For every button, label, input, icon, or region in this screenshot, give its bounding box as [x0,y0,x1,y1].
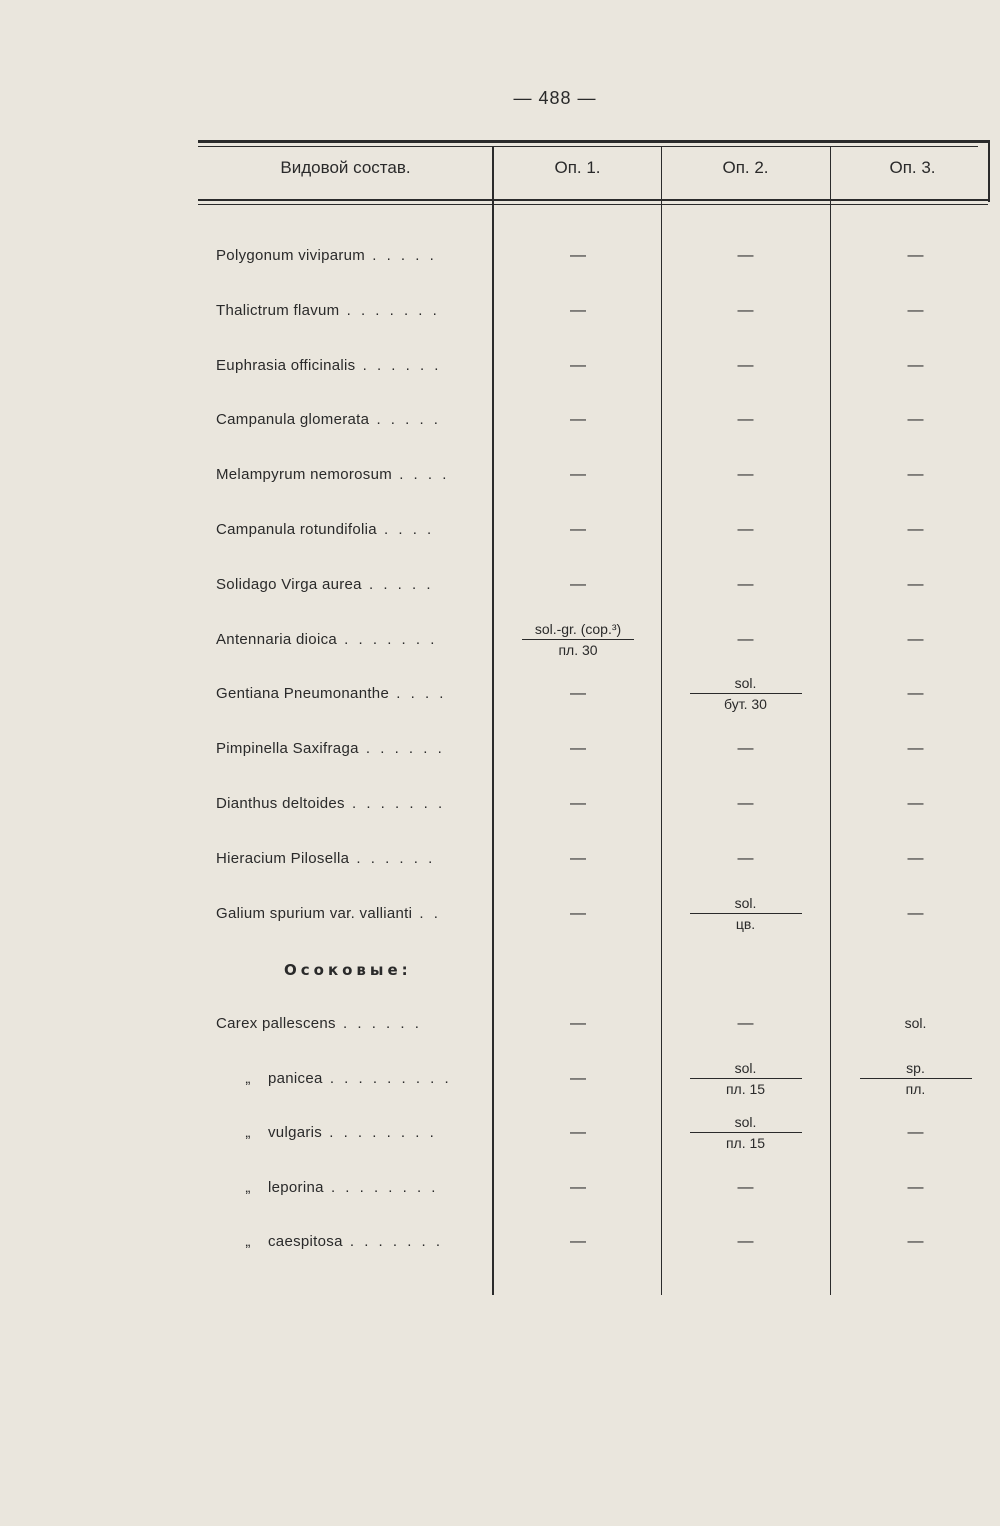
op2-cell [663,247,828,265]
species-name [228,1070,452,1087]
cell-value: — [907,411,924,429]
ditto-mark: „ [245,1124,251,1142]
cell-value: — [907,247,924,264]
cell-value-bottom: бут. 30 [724,696,767,713]
species-label: Euphrasia officinalis [216,356,356,374]
op1-cell [498,302,658,320]
table-row [198,466,998,521]
op1-cell [498,411,658,429]
species-label: Hieracium Pilosella [216,849,350,867]
op1-cell [498,685,658,703]
species-name [216,795,445,812]
cell-value: — [570,1069,586,1087]
cell-value: — [737,356,754,374]
op3-cell [838,685,993,703]
cell-value: — [737,521,754,538]
op3-cell [838,1233,993,1251]
cell-value: — [570,247,586,264]
cell-value: — [907,301,924,319]
op2-cell [663,895,828,932]
op1-cell [498,850,658,868]
op1-cell [498,621,658,658]
leader-dots: . . . . [392,466,450,484]
cell-value: — [570,685,586,703]
op3-cell [838,302,993,320]
page-number: — 488 — [513,88,597,108]
species-label: Melampyrum nemorosum [216,466,393,484]
header-op2: Оп. 2. [722,158,769,177]
cell-value: — [907,1124,924,1142]
leader-dots: . . . . . [361,575,434,593]
cell-value: — [907,685,924,703]
leader-dots: . . . . [389,685,447,703]
op2-cell [663,675,828,712]
table-row [198,1179,998,1234]
op2-cell [663,1233,828,1251]
species-name [216,521,434,538]
species-label: Campanula rotundifolia [216,521,377,538]
op3-cell [838,795,993,813]
leader-dots: . . . . . . . . . [322,1069,452,1087]
op2-cell [663,1060,828,1097]
header-op3: Оп. 3. [889,158,936,177]
op2-cell [663,302,828,320]
table-row [198,740,998,795]
species-label: Dianthus deltoides [216,795,345,812]
cell-value: — [570,1015,586,1032]
table-row [198,411,998,466]
op1-cell [498,1233,658,1251]
op2-cell [663,850,828,868]
cell-value: — [737,1015,754,1032]
species-label: caespitosa [268,1233,343,1251]
cell-value: — [907,630,924,648]
species-name [228,1124,437,1141]
table-top-rule-thin [198,146,978,147]
species-name [228,1179,438,1196]
leader-dots: . . . . . . [355,356,442,374]
ditto-mark: „ [245,1233,251,1251]
leader-dots: . . . . . . [335,1015,422,1032]
species-name [216,357,441,374]
op2-cell [663,1114,828,1151]
cell-value: — [570,849,586,867]
cell-value: — [737,1178,754,1196]
header-bottom-rule [198,199,990,201]
table-row [198,620,998,686]
species-name [216,247,437,264]
op3-cell [838,521,993,539]
op2-cell [663,1179,828,1197]
ditto-mark: „ [245,1178,251,1196]
cell-value: — [570,411,586,429]
cell-value: — [737,575,754,593]
cell-value: — [570,1178,586,1196]
table-row [198,247,998,302]
op1-cell [498,576,658,594]
species-label: leporina [268,1178,324,1196]
op2-cell [663,631,828,649]
species-label: Campanula glomerata [216,411,370,429]
cell-value: — [737,849,754,867]
species-name [216,685,446,702]
leader-dots: . . [412,904,441,922]
cell-value: — [907,466,924,484]
op3-cell [838,357,993,375]
species-name [216,631,437,648]
op1-cell [498,1070,658,1088]
cell-value-top: sol.-gr. (cop.³) [534,620,622,637]
cell-value: — [907,740,924,758]
species-name [216,850,435,867]
op3-cell [838,1015,993,1031]
species-label: Galium spurium var. vallianti [216,904,413,922]
cell-value: — [737,795,754,812]
cell-value: — [570,1233,586,1251]
cell-value: — [907,904,924,922]
op2-cell [663,576,828,594]
op3-cell [838,1124,993,1142]
cell-value: — [570,301,586,319]
cell-value: — [570,521,586,538]
species-name [216,411,441,428]
species-label: Gentiana Pneumonanthe [216,685,390,703]
cell-value-bottom: пл. 15 [725,1080,766,1097]
op3-cell [838,1060,993,1097]
species-label: Carex pallescens [216,1015,336,1032]
op2-cell [663,740,828,758]
species-name [216,302,440,319]
cell-value-top: sol. [734,1059,757,1076]
cell-value-bottom: цв. [735,915,756,932]
table-row [198,795,998,850]
op3-cell [838,740,993,758]
op2-cell [663,521,828,539]
species-label: vulgaris [268,1124,323,1142]
leader-dots: . . . . . . . [342,1233,444,1251]
cell-value: — [570,356,586,374]
cell-value: — [570,904,586,922]
cell-value: sol. [904,1015,927,1031]
op2-cell [663,795,828,813]
cell-value: — [737,411,754,429]
species-label: Thalictrum flavum [216,301,340,319]
cell-value: — [737,466,754,484]
cell-value: — [737,630,754,648]
op1-cell [498,740,658,758]
cell-value: — [907,575,924,593]
table-row [198,357,998,412]
leader-dots: . . . . . . . [344,795,446,812]
op3-cell [838,466,993,484]
species-label: Polygonum viviparum [216,247,366,264]
species-label: panicea [268,1069,323,1087]
cell-value: — [907,521,924,538]
leader-dots: . . . . . . . . [323,1178,439,1196]
op1-cell [498,1179,658,1197]
cell-value: — [907,795,924,812]
op2-cell [663,411,828,429]
op1-cell [498,905,658,923]
table-row [198,675,998,740]
op2-cell [663,466,828,484]
cell-value: — [907,356,924,374]
op3-cell [838,850,993,868]
species-name [216,1015,422,1032]
cell-value: — [737,1233,754,1251]
species-name [216,466,449,483]
table-row [198,1114,998,1179]
op1-cell [498,466,658,484]
cell-value: — [570,1124,586,1142]
cell-value-top: sol. [734,894,757,911]
leader-dots: . . . . . . [349,849,436,867]
op3-cell [838,247,993,265]
cell-value: — [737,301,754,319]
cell-value: — [737,740,754,758]
cell-value: — [907,849,924,867]
table-row [198,894,998,960]
op1-cell [498,521,658,539]
op3-cell [838,1179,993,1197]
op1-cell [498,247,658,265]
species-label: Antennaria dioica [216,630,338,648]
cell-value-top: sp. [906,1059,925,1076]
op1-cell [498,795,658,813]
leader-dots: . . . . . [369,411,441,429]
op3-cell [838,905,993,923]
leader-dots: . . . . . . . [339,301,440,319]
table-row [198,1233,998,1288]
cell-value-top: sol. [734,1114,757,1131]
header-op1: Оп. 1. [554,158,601,177]
table-top-rule [198,140,990,143]
cell-value-bottom: пл. [905,1080,926,1097]
table-row [198,302,998,357]
table-row [198,1059,998,1125]
cell-value-top: sol. [734,675,757,692]
ditto-mark: „ [245,1069,251,1087]
cell-value: — [570,575,586,593]
table-row [198,521,998,576]
cell-value: — [907,1233,924,1251]
cell-value: — [570,466,586,484]
leader-dots: . . . . [376,521,435,538]
leader-dots: . . . . . . . [337,630,438,648]
op2-cell [663,1015,828,1033]
cell-value-bottom: пл. 15 [725,1135,766,1152]
op3-cell [838,631,993,649]
cell-value: — [570,795,586,812]
leader-dots: . . . . . . . . [322,1124,437,1142]
op3-cell [838,576,993,594]
header-species: Видовой состав. [280,158,411,177]
species-label: Solidago Virga aurea [216,575,362,593]
leader-dots: . . . . . [365,247,437,264]
species-name [216,740,445,757]
op1-cell [498,1124,658,1142]
species-table [198,205,998,1295]
op1-cell [498,357,658,375]
species-name [216,576,434,593]
section-title: Осоковые: [284,961,412,979]
table-right-border [988,140,990,202]
table-row [198,850,998,905]
op1-cell [498,1015,658,1033]
op2-cell [663,357,828,375]
cell-value: — [907,1178,924,1196]
species-label: Pimpinella Saxifraga [216,740,359,758]
op3-cell [838,411,993,429]
cell-value: — [737,247,754,264]
species-name [216,905,441,922]
species-name [228,1233,443,1250]
leader-dots: . . . . . . [358,740,445,758]
cell-value: — [570,740,586,758]
cell-value-bottom: пл. 30 [558,641,598,658]
